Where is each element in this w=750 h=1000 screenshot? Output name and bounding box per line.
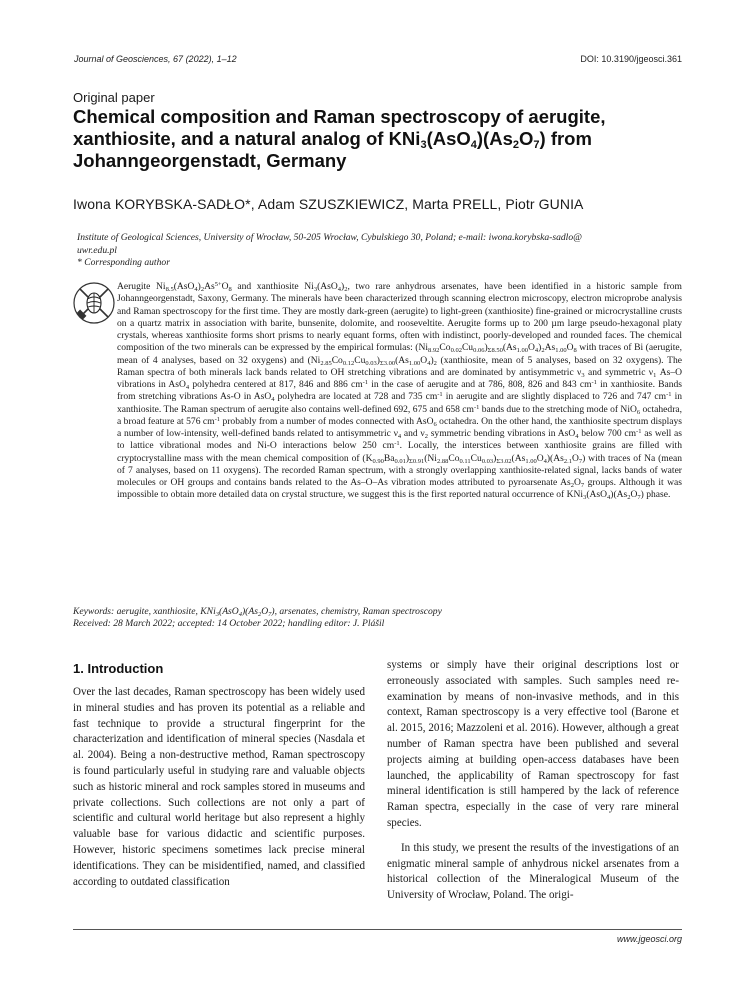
keywords-block xyxy=(73,606,683,631)
journal-website-link[interactable]: www.jgeosci.org xyxy=(616,934,682,944)
affiliation-email-end: uwr.edu.pl xyxy=(77,244,117,256)
received-dates: Received: 28 March 2022; accepted: 14 October 2022; handling editor: J. Plášil xyxy=(73,618,385,630)
paper-type-label: Original paper xyxy=(73,90,155,105)
intro-paragraph-2: In this study, we present the results of the investigations of an enigmatic mineral sample of anhydrous nickel arsenates from a historical collection of the Mineralogical Museum of the University of Wrocław, Poland. The origi- xyxy=(387,841,679,902)
author-list: Iwona KORYBSKA-SADŁO*, Adam SZUSZKIEWICZ, Marta PRELL, Piotr GUNIA xyxy=(73,196,584,212)
paper-title: Chemical composition and Raman spectroscopy of aerugite, xanthiosite, and a natural analog of $KNi_3(AsO_4)(As_2O_7)$ from Johanngeorgenstadt, Germany xyxy=(73,106,606,171)
intro-paragraph-1-continued: systems or simply have their original descriptions lost or erroneously associated with samples. Such samples need re-examination by means of non-invasive methods, and in this context, Raman spectroscopy is a very effective tool (Barone et al. 2015, 2016; Mazzoleni et al. 2016). However, although a great number of Raman spectra have been published and several projects aiming at building open-access databases have been launched, the applicability of Raman spectroscopy for fast mineral identification is still hampered by the lack of reference Raman spectra, especially in the case of very rare mineral species. xyxy=(387,659,679,829)
trilobite-hammer-logo-icon xyxy=(72,281,116,325)
left-column xyxy=(73,685,365,890)
section-title-introduction: 1. Introduction xyxy=(73,661,164,676)
corresponding-author-note: * Corresponding author xyxy=(77,257,170,268)
affiliation-address: Institute of Geological Sciences, University of Wrocław, 50-205 Wrocław, Cybulskiego 30, Poland; e-mail: iwona.korybska-sadlo@ xyxy=(77,232,582,243)
journal-citation: Journal of Geosciences, 67 (2022), 1–12 xyxy=(74,54,237,64)
footer-rule xyxy=(73,929,682,930)
abstract: Aerugite $Ni_{8.5}(AsO_4)_2As^{5+}O_8$ and xanthiosite $Ni_3(AsO_4)_2$, two rare anhydrous arsenates, have been identified in a historic sample from Johanngeorgenstadt, Saxony, Germany. The minerals have been characterized through scanning electron microscopy, electron microprobe analysis and Raman spectroscopy for the first time. They are mostly dark-green (aerugite) to light-green (xanthiosite) fine-grained or microcrystalline crusts on a quartz matrix in association with barite, bunsenite, dolomite, and rooseveltite. Aerugite forms up to 200 µm large pseudo-hexagonal platy crystals, whereas xanthiosite forms short prisms to nearly equant forms, often with indistinct, poorly-developed and rounded faces. The chemical composition of the two minerals can be expressed by the empirical formulas: $(Ni_{8.92}Co_{0.02}Cu_{0.06})_{\Sigma 8.50}(As_{1.00}O_4)_2As_{1.00}O_8$ with traces of Bi (aerugite, mean of 4 analyses, based on 32 oxygens) and $(Ni_{2.85}Co_{0.12}Cu_{0.03})_{\Sigma 3.00}(As_{1.00}O_4)_2$ (xanthiosite, mean of 5 analyses, based on 32 oxygens). The Raman spectra of both minerals lack bands related to OH stretching vibrations and are dominated by antisymmetric $\nu_3$ and symmetric $\nu_1$ As–O vibrations in AsO$_4$ polyhedra centered at 817, 846 and 886 $cm^{-1}$ in the case of aerugite and at 786, 808, 826 and 843 $cm^{-1}$ in xanthiosite. Bands from stretching vibrations As-O in AsO$_4$ polyhedra are located at 728 and 735 $cm^{-1}$ in aerugite and are slightly displaced to 726 and 747 $cm^{-1}$ in xanthiosite. The Raman spectrum of aerugite also contains well-defined 692, 675 and 658 $cm^{-1}$ bands due to the stretching mode of NiO$_6$ octahedra, a broad feature at 576 $cm^{-1}$ probably from a number of modes connected with AsO$_6$ octahedra. On the other hand, the xanthiosite spectrum displays a number of low-intensity, well-defined bands related to antisymmetric $\nu_4$ and $\nu_2$ symmetric bending vibrations in AsO$_4$ below 700 $cm^{-1}$ as well as to lattice vibrational modes and Ni-O interactions below 250 $cm^{-1}$. Locally, the interstices between xanthiosite grains are filled with cryptocrystalline mass with the mean chemical composition of $(K_{0.90}Ba_{0.01})_{\Sigma 0.91}(Ni_{2.88}Co_{0.11}Cu_{0.03})_{\Sigma 3.02}(As_{1.00}O_4)(As_{2.1}O_7)$ with traces of Na (mean of 7 analyses, based on 11 oxygens). The recorded Raman spectrum, with a strongly overlapping xanthiosite-related signal, lacks bands of water molecules or OH groups and contains bands related to the As–O–As vibration modes attributed to pyroarsenate $As_2O_7$ groups. Although it was impossible to obtain more detailed data on crystal structure, we suggest this is the first reported natural occurrence of $KNi_3(AsO_4)(As_2O_7)$ phase. xyxy=(117,281,683,502)
affiliation xyxy=(77,232,682,270)
intro-paragraph-1: Over the last decades, Raman spectroscopy has been widely used in mineral studies and has proven its potential as a reliable and fast technique to provide a structural fingerprint for the characterization and identification of mineral species (Nasdala et al. 2004). Being a non-destructive method, Raman spectroscopy is found particularly useful in studying rare and valuable objects such as historic mineral and rock samples stored in museums and private collections. Such collections are not only a part of scientific and cultural world heritage but also represent a highly valuable base for various didactic and scientific purposes. However, historic specimens sometimes lack precise mineral identifications. They can be misidentified, named, and classified according to outdated classification xyxy=(73,686,365,888)
doi[interactable]: DOI: 10.3190/jgeosci.361 xyxy=(580,54,682,64)
right-column xyxy=(387,658,679,904)
keywords: Keywords: aerugite, xanthiosite, $KNi_3(AsO_4)(As_2O_7)$, arsenates, chemistry, Raman spectroscopy xyxy=(73,606,442,618)
